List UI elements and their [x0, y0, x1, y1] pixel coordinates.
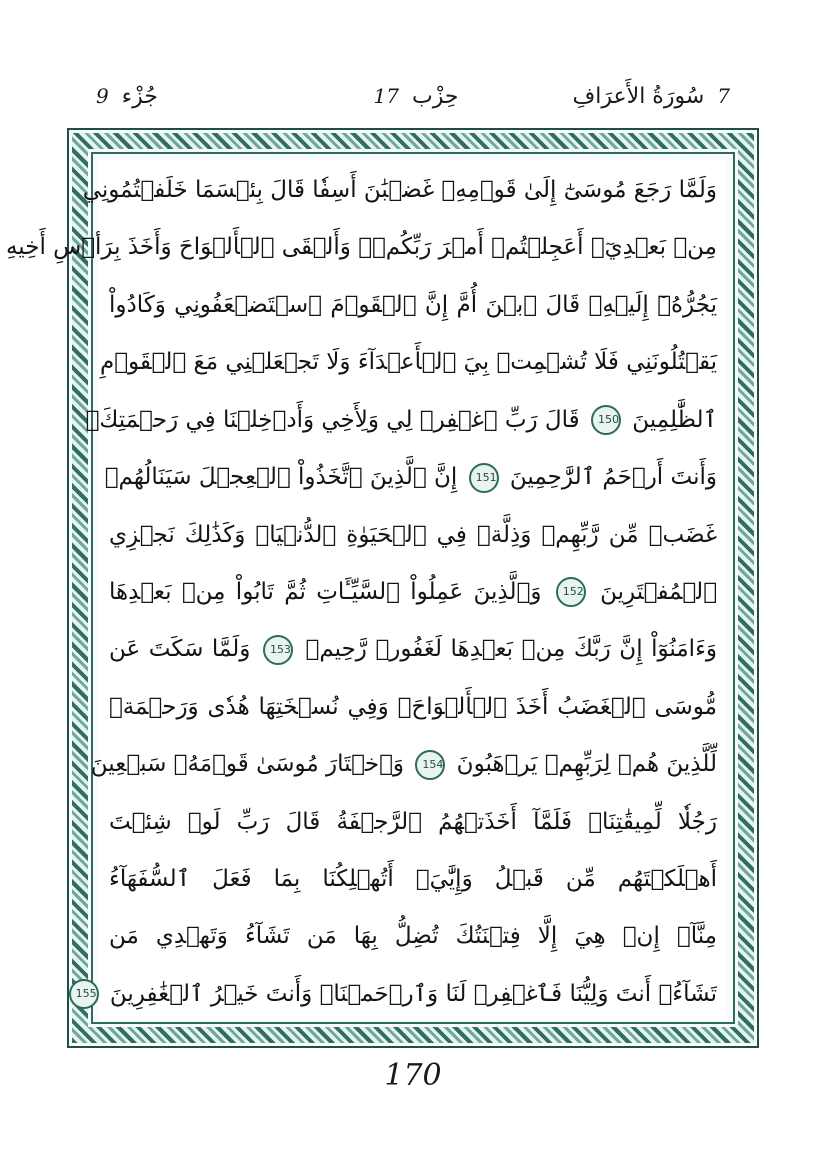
text-line: مِنَّآۖ إِنۡ هِيَ إِلَّا فِتۡنَتُكَ تُضِلُّ بِهَا مَن تَشَآءُ وَتَهۡدِي مَن — [109, 923, 717, 950]
ayah-number-marker: 151 — [469, 463, 499, 493]
ornamental-frame — [5, 128, 759, 1048]
ayah-number-marker: 155 — [69, 979, 99, 1009]
page-header — [90, 84, 736, 120]
hizb-number: 17 — [373, 84, 399, 108]
text-line: وَءَامَنُوٓاْ إِنَّ رَبَّكَ مِنۢ بَعۡدِهَا لَغَفُورٞ رَّحِيمٞ 153 وَلَمَّا سَكَتَ عَن — [109, 631, 717, 667]
text-line: مِنۢ بَعۡدِيٓۖ أَعَجِلۡتُمۡ أَمۡرَ رَبِّكُمۡۖ وَأَلۡقَى ٱلۡأَلۡوَاحَ وَأَخَذَ بِرَأۡسِ أَخِيهِ — [5, 234, 717, 261]
text-line: تَشَآءُۖ أَنتَ وَلِيُّنَا فَٱغۡفِرۡ لَنَا وَٱرۡحَمۡنَاۖ وَأَنتَ خَيۡرُ ٱلۡغَٰفِرِينَ 155 — [109, 976, 717, 1012]
text-line: مُّوسَى ٱلۡغَضَبُ أَخَذَ ٱلۡأَلۡوَاحَۖ وَفِي نُسۡخَتِهَا هُدٗى وَرَحۡمَةٞ — [109, 693, 717, 720]
surah-number: 7 — [717, 84, 730, 108]
text-line: ٱلۡمُفۡتَرِينَ 152 وَٱلَّذِينَ عَمِلُواْ ٱلسَّيِّـَٔاتِ ثُمَّ تَابُواْ مِنۢ بَعۡدِهَا — [109, 574, 717, 610]
surah-name: سُورَةُ الأَعرَافِ — [572, 84, 705, 109]
quran-text-block — [5, 160, 727, 1020]
juz-label: جُزْء — [121, 84, 158, 109]
ayah-number-marker: 154 — [415, 750, 445, 780]
text-line: رَجُلٗا لِّمِيقَٰتِنَاۖ فَلَمَّآ أَخَذَتۡهُمُ ٱلرَّجۡفَةُ قَالَ رَبِّ لَوۡ شِئۡتَ — [109, 808, 717, 835]
ayah-number-marker: 152 — [556, 577, 586, 607]
text-line: غَضَبٞ مِّن رَّبِّهِمۡ وَذِلَّةٞ فِي ٱلۡحَيَوٰةِ ٱلدُّنۡيَاۚ وَكَذَٰلِكَ نَجۡزِي — [109, 521, 717, 548]
text-line: أَهۡلَكۡتَهُم مِّن قَبۡلُ وَإِيَّٰيَۖ أَتُهۡلِكُنَا بِمَا فَعَلَ ٱلسُّفَهَآءُ — [109, 866, 717, 893]
hizb-label: حِزْب — [412, 84, 459, 109]
hizb-indicator — [368, 84, 459, 109]
text-line: يَجُرُّهُۥٓ إِلَيۡهِۚ قَالَ ٱبۡنَ أُمَّ إِنَّ ٱلۡقَوۡمَ ٱسۡتَضۡعَفُونِي وَكَادُواْ — [109, 291, 717, 318]
page-number: 170 — [384, 1058, 442, 1093]
ayah-number-marker: 153 — [263, 635, 293, 665]
text-line: وَلَمَّا رَجَعَ مُوسَىٰٓ إِلَىٰ قَوۡمِهِۦ غَضۡبَٰنَ أَسِفٗا قَالَ بِئۡسَمَا خَلَفۡتُمُونِي — [82, 177, 717, 203]
surah-title — [572, 84, 736, 109]
juz-indicator — [90, 84, 158, 109]
text-line: وَأَنتَ أَرۡحَمُ ٱلرَّٰحِمِينَ 151 إِنَّ ٱلَّذِينَ ٱتَّخَذُواْ ٱلۡعِجۡلَ سَيَنَالُهُمۡ — [109, 459, 717, 495]
text-line: لِّلَّذِينَ هُمۡ لِرَبِّهِمۡ يَرۡهَبُونَ 154 وَٱخۡتَارَ مُوسَىٰ قَوۡمَهُۥ سَبۡعِينَ — [109, 746, 717, 782]
juz-number: 9 — [96, 84, 109, 108]
text-line: يَقۡتُلُونَنِي فَلَا تُشۡمِتۡ بِيَ ٱلۡأَعۡدَآءَ وَلَا تَجۡعَلۡنِي مَعَ ٱلۡقَوۡمِ — [99, 349, 717, 376]
ayah-number-marker: 150 — [591, 405, 621, 435]
text-line: ٱلظَّٰلِمِينَ 150 قَالَ رَبِّ ٱغۡفِرۡ لِي وَلِأَخِي وَأَدۡخِلۡنَا فِي رَحۡمَتِكَۖ — [109, 402, 717, 438]
